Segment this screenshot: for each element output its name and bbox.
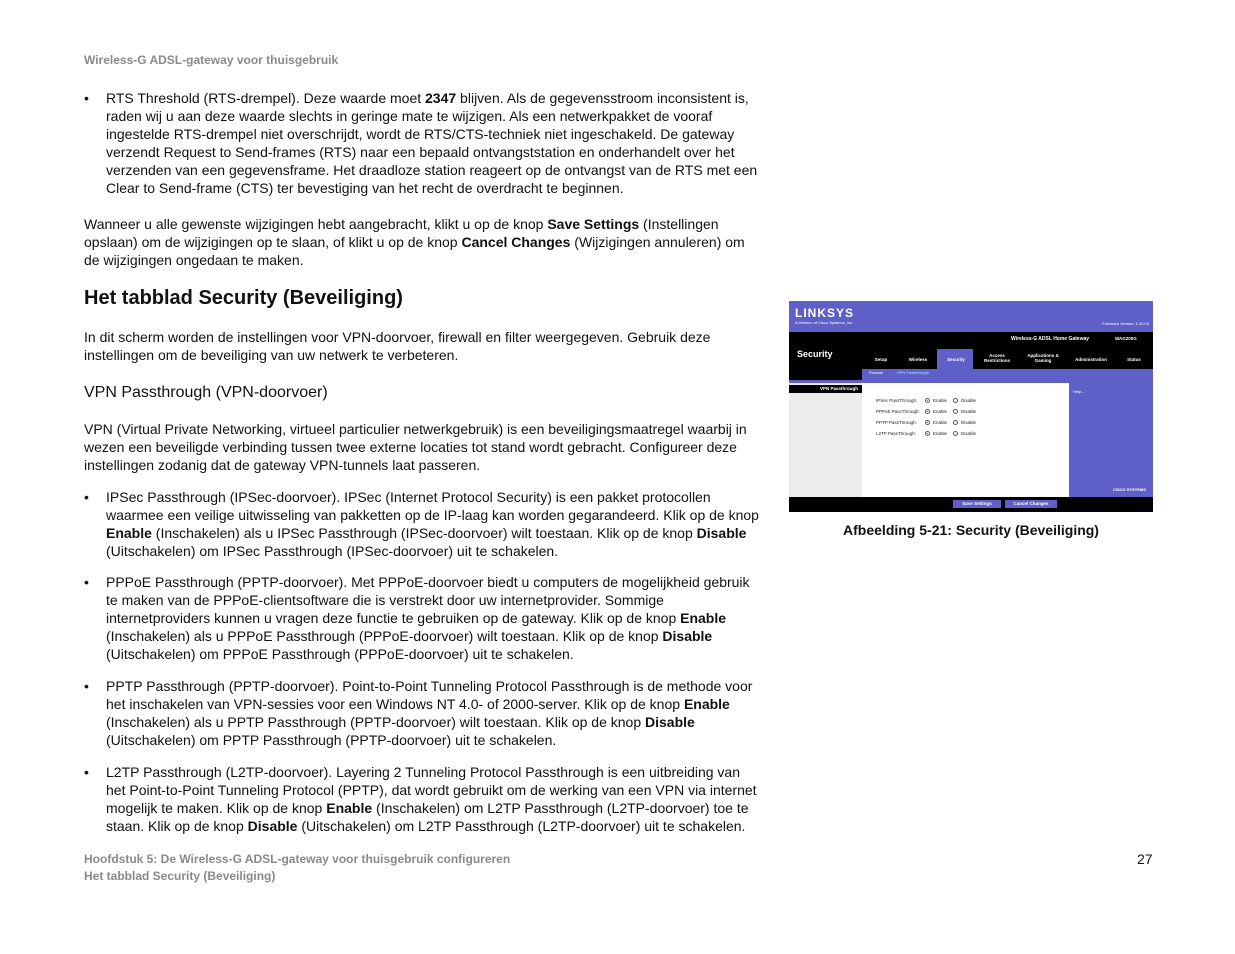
text: (Inschakelen) als u PPPoE Passthrough (PPPoE-doorvoer) wilt toestaan. Klik op de knop	[106, 628, 663, 644]
bold-text: Disable	[696, 525, 747, 541]
running-header: Wireless-G ADSL-gateway voor thuisgebruik	[84, 53, 339, 67]
product-bar	[862, 332, 1153, 349]
text: (Uitschakelen) om PPTP Passthrough (PPTP-doorvoer) uit te schakelen.	[106, 732, 557, 748]
page-number: 27	[1137, 851, 1153, 867]
radio-ipsec-enable[interactable]	[925, 398, 930, 403]
help-panel	[1069, 383, 1153, 497]
radio-l2tp-enable[interactable]	[925, 431, 930, 436]
text: Wanneer u alle gewenste wijzigingen hebt aangebracht, klikt u op de knop	[84, 216, 548, 232]
radio-label: Enable	[933, 420, 948, 425]
model-name: WAG200G	[1115, 336, 1137, 341]
tab-applications-gaming[interactable]: Applications & Gaming	[1027, 353, 1059, 363]
text: PPPoE Passthrough (PPTP-doorvoer). Met PPPoE-doorvoer biedt u computers de mogelijkheid gebruik te maken van de PPPoE-clientsoftware die is verstrekt door uw internetprovider. Sommige internetproviders kunnen u vragen deze functie te gebruiken op de gateway. Klik op de knop	[106, 574, 750, 626]
bullet-dot: •	[84, 90, 89, 106]
bullet-dot: •	[84, 678, 89, 694]
radio-label: Disable	[961, 420, 977, 425]
left-label: VPN Passthrough	[789, 385, 862, 393]
radio-label: Disable	[961, 398, 977, 403]
left-panel	[789, 383, 862, 497]
bullet-pppoe	[84, 573, 759, 663]
radio-pppoe-disable[interactable]	[953, 409, 958, 414]
text: blijven. Als de gegevensstroom inconsistent is, raden wij u aan deze waarde slechts in geringe mate te wijzigen. Als een netwerkpakket de vooraf ingestelde RTS-drempel niet overschrijdt, wordt de RTS/CTS-techniek niet ingeschakeld. De gateway verzendt Request to Send-frames (RTS) naar een bepaald ontvangststation en onderhandelt over het verzenden van een gegevensframe. Het draadloze station reageert op de ontvangst van de RTS met een Clear to Send-frame (CTS) ter bevestiging van het recht de overdracht te beginnen.	[106, 90, 758, 196]
bullet-pptp	[84, 677, 759, 749]
save-paragraph	[84, 215, 759, 269]
logo-subtitle: A Division of Cisco Systems, Inc.	[795, 320, 854, 325]
vpn-paragraph: VPN (Virtual Private Networking, virtueel particulier netwerkgebruik) is een beveiligingsmaatregel waarbij in wezen een beveiligde verbinding tussen twee externe locaties tot stand wordt gebracht. Configureer deze instellingen zodanig dat de gateway VPN-tunnels laat passeren.	[84, 421, 747, 473]
radio-label: Enable	[933, 409, 948, 414]
row-label-pptp: PPTP PassThrough:	[876, 420, 917, 425]
bold-text: Save Settings	[547, 216, 640, 232]
help-link[interactable]: Help...	[1073, 389, 1085, 394]
text: (Inschakelen) als u IPSec Passthrough (IPSec-doorvoer) wilt toestaan. Klik op de knop	[151, 525, 697, 541]
subtab-firewall[interactable]: Firewall	[869, 370, 883, 375]
section-heading: Het tabblad Security (Beveiliging)	[84, 287, 403, 309]
bullet-dot: •	[84, 764, 89, 780]
bullet-l2tp	[84, 763, 759, 835]
row-label-pppoe: PPPoE PassThrough:	[876, 409, 920, 414]
text: (Instellingen opslaan) om de wijzigingen op te slaan, of klikt u op de knop	[84, 216, 719, 250]
bold-text: Enable	[106, 525, 152, 541]
bullet-dot: •	[84, 574, 89, 590]
tab-security[interactable]: Security	[947, 357, 965, 362]
bold-text: Cancel Changes	[461, 234, 571, 250]
radio-pptp-enable[interactable]	[925, 420, 930, 425]
bold-text: Enable	[326, 800, 373, 816]
row-label-ipsec: IPSec PassThrough:	[876, 398, 918, 403]
firmware-version: Firmware Version: 1.00.03	[1102, 321, 1149, 326]
page-footer	[84, 851, 510, 885]
product-name: Wireless-G ADSL Home Gateway	[1011, 336, 1090, 342]
bold-text: Enable	[680, 610, 727, 626]
radio-label: Enable	[933, 431, 948, 436]
radio-label: Disable	[961, 409, 977, 414]
figure-caption: Afbeelding 5-21: Security (Beveiliging)	[843, 522, 1099, 538]
text: (Uitschakelen) om PPPoE Passthrough (PPPoE-doorvoer) uit te schakelen.	[106, 646, 574, 662]
text: PPTP Passthrough (PPTP-doorvoer). Point-to-Point Tunneling Protocol Passthrough is de methode voor het inschakelen van VPN-sessies voor een Windows NT 4.0- of 2000-server. Klik op de knop	[106, 678, 753, 712]
row-label-l2tp: L2TP PassThrough:	[876, 431, 916, 436]
text: (Inschakelen) om L2TP Passthrough (L2TP-doorvoer) toe te staan. Klik op de knop	[106, 800, 749, 834]
text: L2TP Passthrough (L2TP-doorvoer). Layering 2 Tunneling Protocol Passthrough is een uitbreiding van het Point-to-Point Tunneling Protocol (PPTP), dat wordt gebruikt om de werking van een VPN via internet mogelijk te maken. Klik op de knop	[106, 764, 757, 816]
security-screenshot-figure	[789, 301, 1153, 512]
bullet-ipsec	[84, 488, 759, 560]
text: RTS Threshold (RTS-drempel). Deze waarde moet	[106, 90, 426, 106]
bullet-dot: •	[84, 489, 89, 505]
tab-access-restrictions[interactable]: Access Restrictions	[983, 353, 1010, 363]
tab-administration[interactable]: Administration	[1075, 357, 1107, 362]
tab-status[interactable]: Status	[1127, 357, 1141, 362]
radio-l2tp-disable[interactable]	[953, 431, 958, 436]
radio-pptp-disable[interactable]	[953, 420, 958, 425]
bold-text: Disable	[247, 818, 298, 834]
linksys-logo: LINKSYS	[795, 306, 855, 320]
cisco-logo: CISCO SYSTEMS	[1113, 487, 1146, 492]
cancel-changes-button[interactable]: Cancel Changes	[1005, 500, 1057, 508]
footer-chapter: Hoofdstuk 5: De Wireless-G ADSL-gateway voor thuisgebruik configureren	[84, 852, 511, 866]
subtab-vpn-passthrough[interactable]: VPN Passthrough	[897, 370, 929, 375]
bold-text: Disable	[662, 628, 713, 644]
text: (Wijzigingen annuleren) om de wijzigingen ongedaan te maken.	[84, 234, 745, 268]
text: (Uitschakelen) om IPSec Passthrough (IPSec-doorvoer) uit te schakelen.	[106, 543, 559, 559]
section-title: Security	[797, 349, 833, 359]
radio-label: Disable	[961, 431, 977, 436]
subsection-heading: VPN Passthrough (VPN-doorvoer)	[84, 384, 328, 401]
intro-paragraph: In dit scherm worden de instellingen voor VPN-doorvoer, firewall en filter weergegeven. Gebruik deze instellingen om de beveiliging van uw netwerk te verbeteren.	[84, 329, 711, 363]
save-settings-button[interactable]: Save Settings	[953, 500, 1001, 508]
radio-label: Enable	[933, 398, 948, 403]
text: (Inschakelen) als u PPTP Passthrough (PPTP-doorvoer) wilt toestaan. Klik op de knop	[106, 714, 646, 730]
text: IPSec Passthrough (IPSec-doorvoer). IPSec (Internet Protocol Security) is een pakket protocollen waarmee een veilige uitwisseling van pakketten op de IP-laag kan worden gegarandeerd. Klik op de knop	[106, 489, 759, 523]
bold-text: Disable	[645, 714, 695, 730]
bold-text: Enable	[683, 696, 730, 712]
footer-section: Het tabblad Security (Beveiliging)	[84, 869, 276, 883]
text: (Uitschakelen) om L2TP Passthrough (L2TP-doorvoer) uit te schakelen.	[297, 818, 746, 834]
radio-pppoe-enable[interactable]	[925, 409, 930, 414]
radio-ipsec-disable[interactable]	[953, 398, 958, 403]
bullet-rts	[84, 89, 759, 197]
bold-text: 2347	[425, 90, 457, 106]
tab-setup[interactable]: Setup	[874, 357, 888, 362]
tab-wireless[interactable]: Wireless	[908, 357, 928, 362]
